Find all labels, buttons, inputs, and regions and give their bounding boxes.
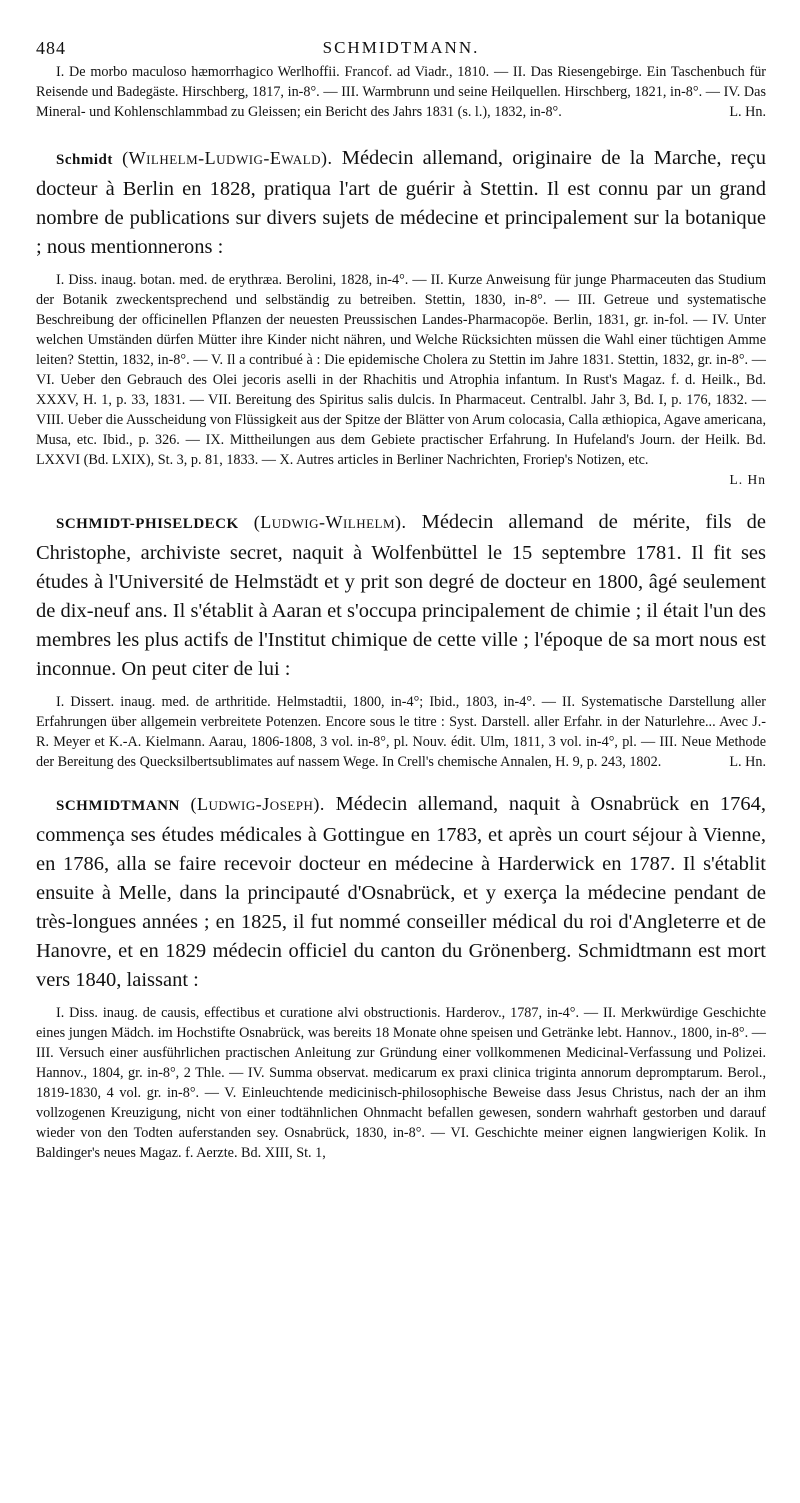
works-line-2: Riesengebirge. Ein Taschenbuch für Reisende und Badegäste. Hirschberg, 1817, in-8°. — bbox=[36, 64, 767, 100]
entry-schmidt bbox=[36, 144, 766, 490]
entry-given-names: (Ludwig-Wilhelm). bbox=[253, 512, 407, 532]
entry-text: Médecin allemand, originaire de la Marche, reçu docteur à Berlin en 1828, pratiqua l'art de guérir à Stettin. Il est connu par un grand nombre de publications sur divers sujets de médecine et principalement sur la botanique ; nous mentionnerons : bbox=[36, 147, 767, 258]
entry-name: SCHMIDTMANN bbox=[56, 798, 180, 814]
entry-works: I. Dissert. inaug. med. de arthritide. Helmstadtii, 1800, in-4°; Ibid., 1803, in-4°. — II. Systematische Darstellung aller Erfahrungen über allgemein verbreitete Potenzen. Encore sous le titre : Syst. Darstell. aller Erfahr. in der Naturlehre... Avec J.-R. Meyer et K.-A. Kielmann. Aarau, 1806-1808, 3 vol. in-8°, pl. Nouv. édit. Ulm, 1811, 3 vol. in-4°, pl. — III. Neue Methode der Bereitung des Quecksilbertsublimates auf nassem Wege. In Crell's chemische Annalen, H. 9, p. 243, 1802. bbox=[36, 694, 766, 770]
works-line-4: Kohlenschlammbad zu Gleissen; ein Bericht des Jahrs 1831 (s. l.), 1832, in-8°. bbox=[114, 104, 562, 120]
schmidt-previous-works bbox=[36, 62, 766, 122]
entry-text: Médecin allemand de mérite, fils de Christophe, archiviste secret, naquit à Wolfenbüttel le 15 septembre 1781. Il fit ses études à l'Université de Helmstädt et y prit son degré de docteur en 1800, âgé seulement de dix-neuf ans. Il s'établit à Aaran et s'occupa principalement de chimie ; il était l'un des membres les plus actifs de l'Institut chimique de cette ville ; l'époque de sa mort nous est inconnue. On peut citer de lui : bbox=[36, 511, 767, 680]
signature: L. Hn. bbox=[729, 754, 766, 770]
entry-schmidtmann bbox=[36, 790, 766, 1163]
entry-works: I. Diss. inaug. botan. med. de erythræa. Berolini, 1828, in-4°. — II. Kurze Anweisung für junge Pharmaceuten das Studium der Botanik zweckentsprechend und selbständig zu betreiben. Stettin, 1830, in-8°. — III. Getreue und systematische Beschreibung der officinellen Pflanzen der neuesten Preussischen Landes-Pharmacopöe. Berlin, 1831, gr. in-fol. — IV. Unter welchen Umständen dürfen Mütter ihre Kinder nicht nähren, und Welche Rücksichten müssen die Wahl einer tüchtigen Amme leiten? Stettin, 1832, in-8°. — V. Il a contribué à : Die epidemische Cholera zu Stettin im Jahre 1831. Stettin, 1832, gr. in-8°. — VI. Ueber den Gebrauch des Olei jecoris aselli in der Rhachitis und Atrophia infantum. In Rust's Magaz. f. d. Heilk., Bd. XXXV, H. 1, p. 33, 1831. — VII. Bereitung des Spiritus salis dulcis. In Pharmaceut. Centralbl. Jahr 3, Bd. I, p. 176, 1832. — VIII. Ueber die Ausscheidung von Flüssigkeit aus der Spitze der Blätter von Arum colocasia, Calla æthiopica, Agave americana, Musa, etc. Ibid., p. 326. — IX. Mittheilungen aus dem Gebiete practischer Erfahrung. In Hufeland's Journ. der Heilk. Bd. LXXVI (Bd. LXIX), St. 3, p. 81, 1833. — X. Autres articles in Berliner Nachrichten, Froriep's Notizen, etc. bbox=[36, 272, 766, 468]
running-head bbox=[36, 0, 766, 62]
entry-given-names: (Wilhelm-Ludwig-Ewald). bbox=[122, 148, 333, 168]
entry-schmidt-phiseldeck bbox=[36, 508, 766, 772]
works-line-3: III. Warmbrunn und seine Heilquellen. Hirschberg, 1821, in-8°. — IV. Das Mineral- und bbox=[36, 84, 766, 120]
entry-name: SCHMIDT-PHISELDECK bbox=[56, 516, 239, 532]
entry-works: I. Diss. inaug. de causis, effectibus et curatione alvi obstructionis. Harderov., 1787, in-4°. — II. Merkwürdige Geschichte eines jungen Mädch. im Hochstifte Osnabrück, was bereits 18 Monate ohne speisen und Getränke lebt. Hannov., 1800, in-8°. — III. Versuch einer ausführlichen practischen Anleitung zur Gründung einer vollkommenen Medicinal-Verfassung und Polizei. Hannov., 1804, gr. in-8°, 2 Thle. — IV. Summa observat. medicarum ex praxi clinica triginta annorum depromptarum. Berol., 1819-1830, 4 vol. gr. in-8°. — V. Einleuchtende medicinisch-philosophische Beweise dass Jesus Christus, nach der an ihm vollzogenen Kreuzigung, nicht von einer todtähnlichen Ohnmacht befallen gewesen, sondern wahrhaft gestorben und darauf wieder von den Todten auferstanden sey. Osnabrück, 1830, in-8°. — VI. Geschichte meiner eignen langwierigen Kolik. In Baldinger's neues Magaz. f. Aerzte. Bd. XIII, St. 1, bbox=[36, 1005, 766, 1161]
entry-name: Schmidt bbox=[56, 152, 113, 168]
book-page bbox=[36, 0, 766, 1163]
page-number: 484 bbox=[36, 38, 66, 58]
entry-text: Médecin allemand, naquit à Osnabrück en 1764, commença ses études médicales à Gottingue en 1783, et après un court séjour à Vienne, en 1786, alla se faire recevoir docteur en médecine à Harderwick en 1787. Il s'établit ensuite à Melle, dans la principauté d'Osnabrück, et y exerça la médecine pendant de très-longues années ; en 1825, il fut nommé conseiller médical du roi d'Angleterre et de Hanovre, et en 1829 médecin officiel du canton du Grönenberg. Schmidtmann est mort vers 1840, laissant : bbox=[36, 793, 766, 991]
entry-given-names: (Ludwig-Joseph). bbox=[190, 794, 325, 814]
signature: L. Hn bbox=[729, 472, 766, 487]
running-title: SCHMIDTMANN. bbox=[322, 38, 480, 57]
signature: L. Hn. bbox=[729, 104, 766, 120]
works-line-1: I. De morbo maculoso hæmorrhagico Werlhoffii. Francof. ad Viadr., 1810. — II. Das bbox=[56, 64, 553, 80]
